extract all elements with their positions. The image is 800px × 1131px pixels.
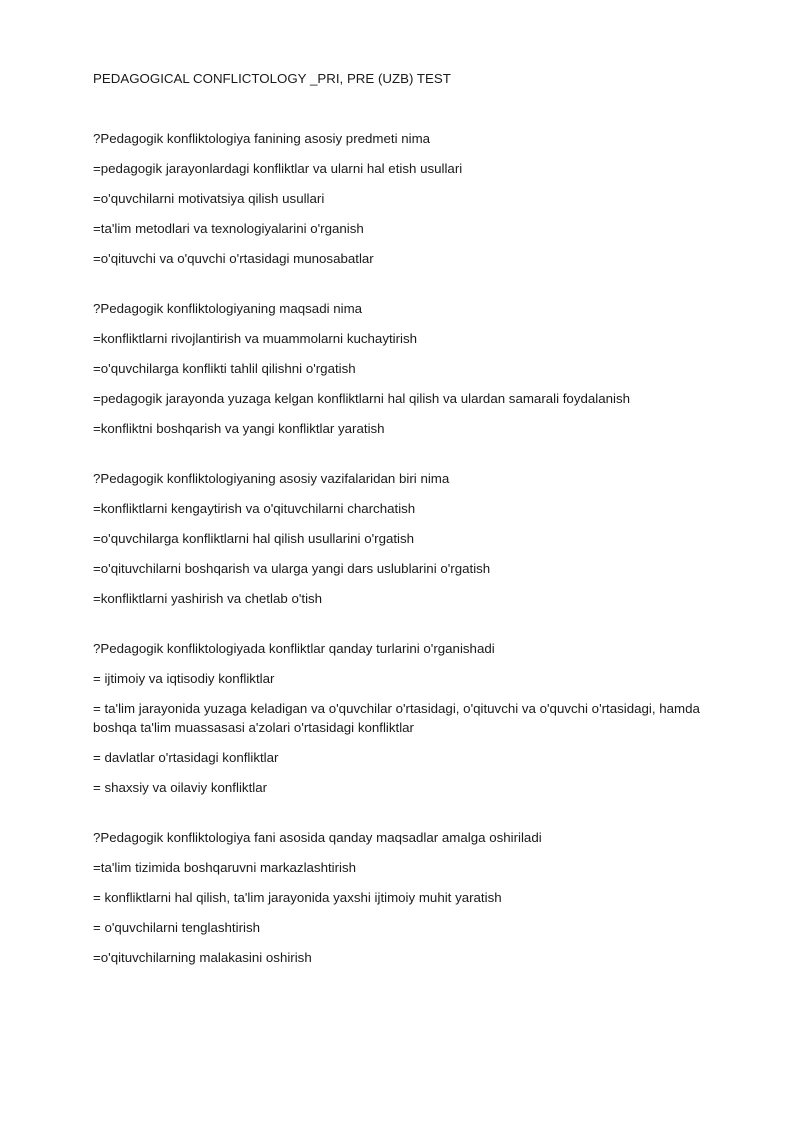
answer-option: = davlatlar o'rtasidagi konfliktlar: [93, 750, 279, 765]
question-block-2: [93, 299, 720, 438]
question-block-1: [93, 129, 720, 268]
answer-option: =ta'lim metodlari va texnologiyalarini o'rganish: [93, 221, 364, 236]
answer-option: =konfliktlarni kengaytirish va o'qituvchilarni charchatish: [93, 501, 416, 516]
answer-option: =konfliktni boshqarish va yangi konfliktlar yaratish: [93, 421, 385, 436]
answer-option: =pedagogik jarayonlardagi konfliktlar va ularni hal etish usullari: [93, 161, 463, 176]
answer-option: =o'qituvchi va o'quvchi o'rtasidagi munosabatlar: [93, 251, 374, 266]
document-title: PEDAGOGICAL CONFLICTOLOGY _PRI, PRE (UZB) TEST: [93, 71, 451, 86]
answer-option: =konfliktlarni yashirish va chetlab o'tish: [93, 591, 323, 606]
answer-option: =o'qituvchilarni boshqarish va ularga yangi dars uslublarini o'rgatish: [93, 561, 491, 576]
question-text: ?Pedagogik konfliktologiya fanining asosiy predmeti nima: [93, 131, 431, 146]
answer-option: = konfliktlarni hal qilish, ta'lim jarayonida yaxshi ijtimoiy muhit yaratish: [93, 890, 502, 905]
answer-option: =konfliktlarni rivojlantirish va muammolarni kuchaytirish: [93, 331, 418, 346]
answer-option: =o'quvchilarga konfliktlarni hal qilish usullarini o'rgatish: [93, 531, 415, 546]
question-block-3: [93, 469, 720, 608]
question-block-4: [93, 639, 720, 797]
question-block-5: [93, 828, 720, 967]
answer-option: = ta'lim jarayonida yuzaga keladigan va o'quvchilar o'rtasidagi, o'qituvchi va o'quvchi o'rtasidagi, hamda boshqa ta'lim muassasasi a'zolari o'rtasidagi konfliktlar: [93, 701, 700, 735]
answer-option: = ijtimoiy va iqtisodiy konfliktlar: [93, 671, 275, 686]
answer-option: =ta'lim tizimida boshqaruvni markazlashtirish: [93, 860, 357, 875]
question-text: ?Pedagogik konfliktologiya fani asosida qanday maqsadlar amalga oshiriladi: [93, 830, 542, 845]
answer-option: =o'qituvchilarning malakasini oshirish: [93, 950, 312, 965]
question-text: ?Pedagogik konfliktologiyaning maqsadi nima: [93, 301, 363, 316]
question-text: ?Pedagogik konfliktologiyada konfliktlar qanday turlarini o'rganishadi: [93, 641, 495, 656]
question-text: ?Pedagogik konfliktologiyaning asosiy vazifalaridan biri nima: [93, 471, 450, 486]
answer-option: = shaxsiy va oilaviy konfliktlar: [93, 780, 268, 795]
answer-option: =o'quvchilarni motivatsiya qilish usullari: [93, 191, 325, 206]
answer-option: =o'quvchilarga konflikti tahlil qilishni o'rgatish: [93, 361, 356, 376]
answer-option: = o'quvchilarni tenglashtirish: [93, 920, 260, 935]
answer-option: =pedagogik jarayonda yuzaga kelgan konfliktlarni hal qilish va ulardan samarali foydalanish: [93, 391, 631, 406]
